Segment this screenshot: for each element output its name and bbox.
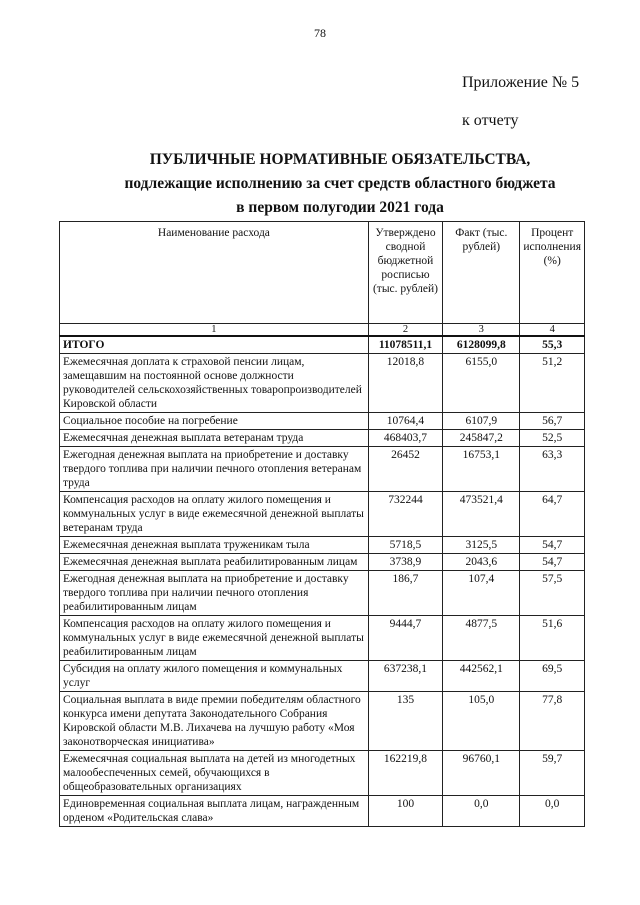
total-percent: 55,3 xyxy=(520,336,585,354)
percent-value: 54,7 xyxy=(520,537,585,554)
header-percent: Процент исполнения (%) xyxy=(520,222,585,324)
page-number: 78 xyxy=(314,26,326,40)
plan-value: 5718,5 xyxy=(368,537,442,554)
expense-name: Компенсация расходов на оплату жилого помещения и коммунальных услуг в виде ежемесячной денежной выплаты ветеранам труда xyxy=(60,492,369,537)
table-row xyxy=(60,430,585,447)
table-row xyxy=(60,616,585,661)
percent-value: 54,7 xyxy=(520,554,585,571)
fact-value: 4877,5 xyxy=(443,616,520,661)
percent-value: 63,3 xyxy=(520,447,585,492)
expense-name: Ежемесячная социальная выплата на детей из многодетных малообеспеченных семей, обучающихся в общеобразовательных организациях xyxy=(60,751,369,796)
table-row xyxy=(60,554,585,571)
fact-value: 245847,2 xyxy=(443,430,520,447)
table-row xyxy=(60,413,585,430)
percent-value: 69,5 xyxy=(520,661,585,692)
expense-name: Ежемесячная денежная выплата реабилитированным лицам xyxy=(60,554,369,571)
table-row xyxy=(60,447,585,492)
expense-name: Социальная выплата в виде премии победителям областного конкурса имени депутата Законодательного Собрания Кировской области М.В. Лихачева на лучшую работу «Моя законотворческая инициатива» xyxy=(60,692,369,751)
fact-value: 2043,6 xyxy=(443,554,520,571)
header-plan: Утверждено сводной бюджетной росписью (тыс. рублей) xyxy=(368,222,442,324)
plan-value: 10764,4 xyxy=(368,413,442,430)
expense-name: Единовременная социальная выплата лицам, награжденным орденом «Родительская слава» xyxy=(60,796,369,827)
expense-name: Компенсация расходов на оплату жилого помещения и коммунальных услуг в виде ежемесячной денежной выплаты реабилитированным лицам xyxy=(60,616,369,661)
table-row xyxy=(60,661,585,692)
table-row xyxy=(60,571,585,616)
fact-value: 96760,1 xyxy=(443,751,520,796)
title-line-1: ПУБЛИЧНЫЕ НОРМАТИВНЫЕ ОБЯЗАТЕЛЬСТВА, xyxy=(149,151,531,168)
header-name: Наименование расхода xyxy=(60,222,369,324)
plan-value: 26452 xyxy=(368,447,442,492)
expense-name: Ежемесячная доплата к страховой пенсии лицам, замещавшим на постоянной основе должности руководителей сельскохозяйственных товаропроизводителей Кировской области xyxy=(60,354,369,413)
plan-value: 9444,7 xyxy=(368,616,442,661)
obligations-table xyxy=(59,221,585,827)
table-row xyxy=(60,354,585,413)
fact-value: 473521,4 xyxy=(443,492,520,537)
fact-value: 3125,5 xyxy=(443,537,520,554)
percent-value: 51,6 xyxy=(520,616,585,661)
expense-name: Субсидия на оплату жилого помещения и коммунальных услуг xyxy=(60,661,369,692)
plan-value: 637238,1 xyxy=(368,661,442,692)
column-number: 1 xyxy=(60,324,369,337)
percent-value: 56,7 xyxy=(520,413,585,430)
appendix-label: Приложение № 5 xyxy=(462,74,580,91)
table-row xyxy=(60,796,585,827)
plan-value: 12018,8 xyxy=(368,354,442,413)
expense-name: Ежемесячная денежная выплата труженикам тыла xyxy=(60,537,369,554)
plan-value: 100 xyxy=(368,796,442,827)
column-number: 3 xyxy=(443,324,520,337)
plan-value: 162219,8 xyxy=(368,751,442,796)
fact-value: 16753,1 xyxy=(443,447,520,492)
table-row xyxy=(60,692,585,751)
to-report-label: к отчету xyxy=(462,112,519,129)
document-title xyxy=(60,148,620,220)
fact-value: 105,0 xyxy=(443,692,520,751)
total-fact: 6128099,8 xyxy=(443,336,520,354)
fact-value: 107,4 xyxy=(443,571,520,616)
percent-value: 77,8 xyxy=(520,692,585,751)
total-plan: 11078511,1 xyxy=(368,336,442,354)
table-header-row xyxy=(60,222,585,324)
expense-name: Социальное пособие на погребение xyxy=(60,413,369,430)
title-line-3: в первом полугодии 2021 года xyxy=(236,199,444,216)
plan-value: 468403,7 xyxy=(368,430,442,447)
table-row xyxy=(60,537,585,554)
total-label: ИТОГО xyxy=(60,336,369,354)
percent-value: 64,7 xyxy=(520,492,585,537)
fact-value: 0,0 xyxy=(443,796,520,827)
table-row xyxy=(60,751,585,796)
percent-value: 0,0 xyxy=(520,796,585,827)
expense-name: Ежегодная денежная выплата на приобретение и доставку твердого топлива при наличии печного отопления ветеранам труда xyxy=(60,447,369,492)
header-fact: Факт (тыс. рублей) xyxy=(443,222,520,324)
percent-value: 52,5 xyxy=(520,430,585,447)
fact-value: 6107,9 xyxy=(443,413,520,430)
column-number: 2 xyxy=(368,324,442,337)
plan-value: 186,7 xyxy=(368,571,442,616)
percent-value: 51,2 xyxy=(520,354,585,413)
plan-value: 732244 xyxy=(368,492,442,537)
expense-name: Ежегодная денежная выплата на приобретение и доставку твердого топлива при наличии печного отопления реабилитированным лицам xyxy=(60,571,369,616)
percent-value: 59,7 xyxy=(520,751,585,796)
table-row xyxy=(60,492,585,537)
percent-value: 57,5 xyxy=(520,571,585,616)
plan-value: 135 xyxy=(368,692,442,751)
column-number: 4 xyxy=(520,324,585,337)
title-line-2: подлежащие исполнению за счет средств областного бюджета xyxy=(124,175,556,192)
total-row xyxy=(60,336,585,354)
column-numbers-row xyxy=(60,324,585,337)
fact-value: 442562,1 xyxy=(443,661,520,692)
expense-name: Ежемесячная денежная выплата ветеранам труда xyxy=(60,430,369,447)
plan-value: 3738,9 xyxy=(368,554,442,571)
fact-value: 6155,0 xyxy=(443,354,520,413)
